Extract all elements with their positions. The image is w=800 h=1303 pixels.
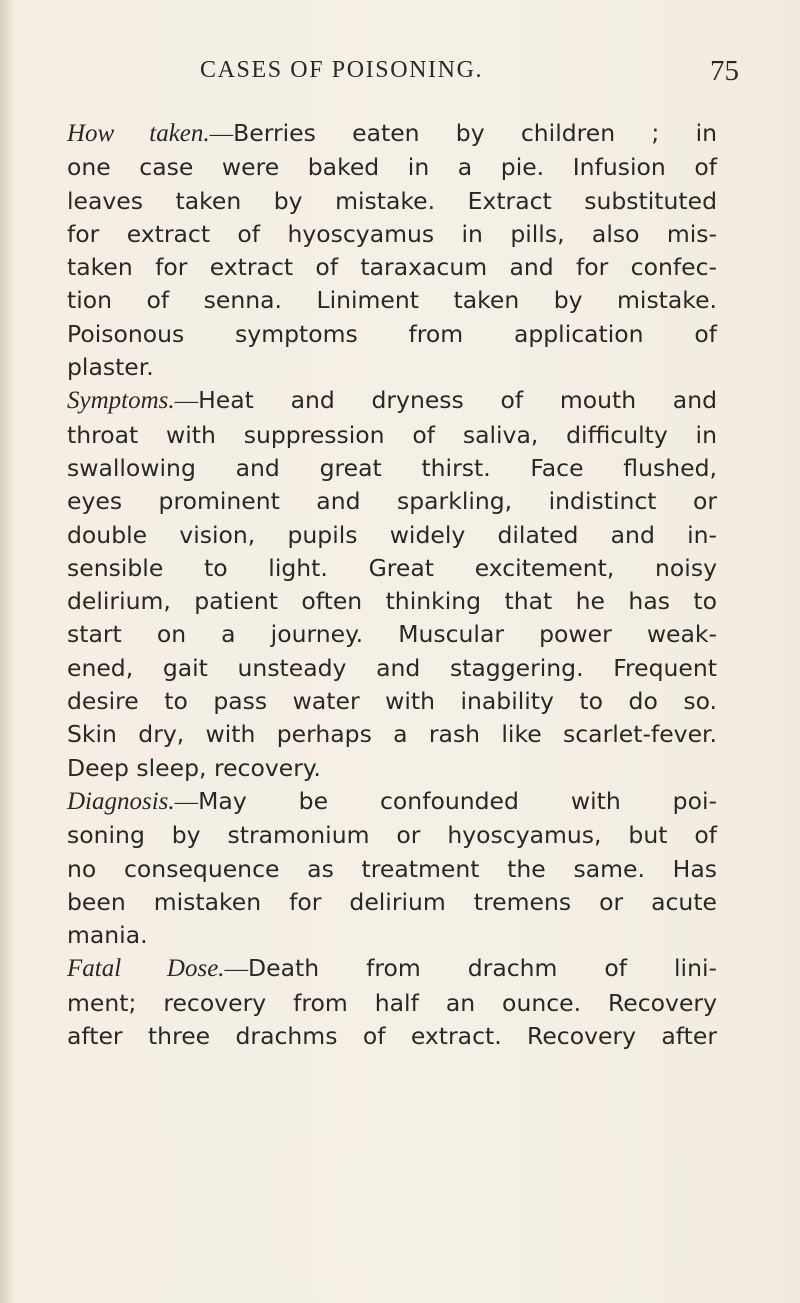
paragraph-first-line-text: Berries eaten by children ; in (233, 119, 717, 147)
text-line: ment; recovery from half an ounce. Recovery (67, 988, 717, 1017)
text-line: delirium, patient often thinking that he has to (67, 587, 717, 616)
paragraph-fatal-dose (67, 952, 717, 1053)
paragraph-first-line-text: Heat and dryness of mouth and (198, 386, 717, 415)
em-dash: — (209, 121, 234, 147)
text-line: plaster. (67, 353, 154, 382)
text-line: one case were baked in a pie. Infusion of (67, 153, 717, 182)
paragraph-lead: Fatal Dose. (67, 955, 225, 983)
running-title: CASES OF POISONING. (200, 57, 484, 83)
text-line: Skin dry, with perhaps a rash like scarlet-fever. (67, 720, 717, 749)
text-line: for extract of hyoscyamus in pills, also mis- (67, 219, 717, 248)
paragraph-diagnosis (67, 785, 717, 952)
text-line: Deep sleep, recovery. (67, 753, 321, 782)
text-line: soning by stramonium or hyoscyamus, but of (67, 821, 717, 850)
paragraph-first-line (67, 952, 717, 986)
text-line: swallowing and great thirst. Face flushed, (67, 453, 717, 482)
text-line: Poisonous symptoms from application of (67, 319, 717, 348)
paragraph-first-line (67, 384, 717, 418)
text-line: ened, gait unsteady and staggering. Frequent (67, 653, 717, 682)
text-line: leaves taken by mistake. Extract substituted (67, 186, 717, 215)
paragraph-first-line-text: Death from drachm of lini- (248, 954, 717, 983)
text-line: sensible to light. Great excitement, noisy (67, 553, 717, 582)
paragraph-first-line-text: May be confounded with poi- (198, 786, 717, 815)
text-line: throat with suppression of saliva, difficulty in (67, 420, 717, 449)
em-dash: — (174, 388, 199, 415)
text-line: desire to pass water with inability to do so. (67, 687, 717, 716)
paragraph-symptoms (67, 384, 717, 785)
body-text (67, 117, 717, 1053)
text-line: eyes prominent and sparkling, indistinct or (67, 487, 717, 516)
text-line: double vision, pupils widely dilated and in- (67, 520, 717, 549)
gutter-shadow (0, 0, 14, 1303)
running-head (0, 55, 800, 95)
text-line: after three drachms of extract. Recovery after (67, 1022, 717, 1051)
paragraph-lead: How taken. (67, 120, 210, 147)
text-line: tion of senna. Liniment taken by mistake. (67, 286, 717, 315)
paragraph-first-line (67, 785, 717, 819)
paragraph-lead: Symptoms. (67, 387, 175, 415)
text-line: been mistaken for delirium tremens or acute (67, 887, 717, 916)
paragraph-first-line (67, 117, 717, 151)
page-number: 75 (710, 55, 739, 87)
paragraph-lead: Diagnosis. (67, 787, 175, 815)
em-dash: — (224, 956, 249, 983)
text-line: taken for extract of taraxacum and for confec- (67, 253, 717, 282)
em-dash: — (174, 788, 199, 815)
paragraph-how-taken (67, 117, 717, 384)
text-line: mania. (67, 921, 148, 950)
text-line: no consequence as treatment the same. Has (67, 854, 717, 883)
text-line: start on a journey. Muscular power weak- (67, 620, 717, 649)
